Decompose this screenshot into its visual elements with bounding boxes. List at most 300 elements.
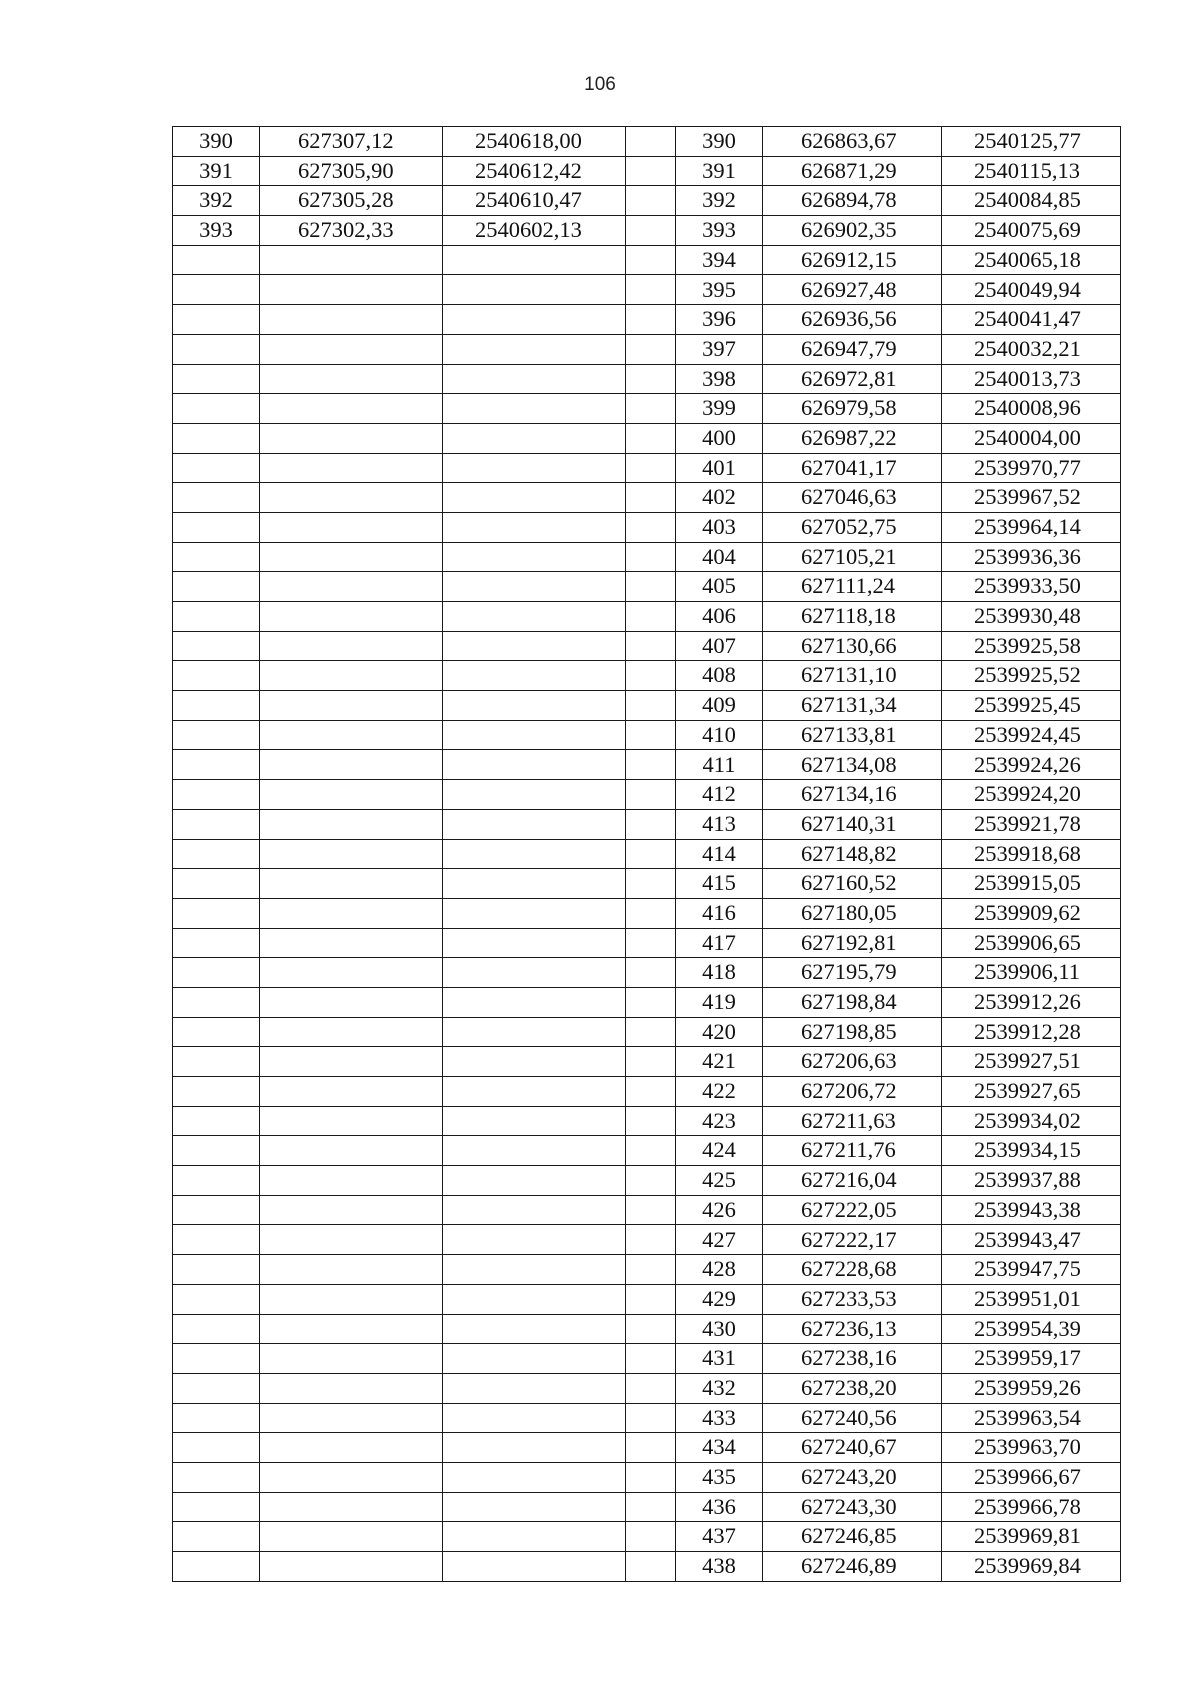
right-point-number: 413 bbox=[676, 809, 763, 839]
table-row bbox=[173, 1017, 1121, 1047]
right-point-number: 403 bbox=[676, 512, 763, 542]
left-point-number bbox=[173, 691, 260, 721]
spacer-cell bbox=[626, 1077, 676, 1107]
left-x-coordinate bbox=[260, 1017, 443, 1047]
left-point-number bbox=[173, 1344, 260, 1374]
table-row bbox=[173, 483, 1121, 513]
left-y-coordinate bbox=[443, 1166, 626, 1196]
right-y-coordinate: 2539912,28 bbox=[942, 1017, 1121, 1047]
right-x-coordinate: 627195,79 bbox=[763, 958, 942, 988]
right-x-coordinate: 627211,76 bbox=[763, 1136, 942, 1166]
right-y-coordinate: 2539966,67 bbox=[942, 1462, 1121, 1492]
left-x-coordinate bbox=[260, 602, 443, 632]
spacer-cell bbox=[626, 1552, 676, 1582]
right-y-coordinate: 2539921,78 bbox=[942, 809, 1121, 839]
right-y-coordinate: 2539963,70 bbox=[942, 1433, 1121, 1463]
left-point-number bbox=[173, 245, 260, 275]
spacer-cell bbox=[626, 839, 676, 869]
left-x-coordinate bbox=[260, 305, 443, 335]
right-point-number: 426 bbox=[676, 1195, 763, 1225]
left-y-coordinate bbox=[443, 1522, 626, 1552]
right-x-coordinate: 627238,16 bbox=[763, 1344, 942, 1374]
right-x-coordinate: 626912,15 bbox=[763, 245, 942, 275]
right-y-coordinate: 2539969,84 bbox=[942, 1552, 1121, 1582]
left-x-coordinate bbox=[260, 720, 443, 750]
table-row bbox=[173, 1552, 1121, 1582]
spacer-cell bbox=[626, 1403, 676, 1433]
left-y-coordinate bbox=[443, 334, 626, 364]
left-point-number bbox=[173, 423, 260, 453]
right-y-coordinate: 2540004,00 bbox=[942, 423, 1121, 453]
right-point-number: 404 bbox=[676, 542, 763, 572]
spacer-cell bbox=[626, 1492, 676, 1522]
spacer-cell bbox=[626, 127, 676, 157]
left-point-number bbox=[173, 631, 260, 661]
left-x-coordinate bbox=[260, 245, 443, 275]
right-y-coordinate: 2540041,47 bbox=[942, 305, 1121, 335]
spacer-cell bbox=[626, 364, 676, 394]
table-row bbox=[173, 423, 1121, 453]
table-row bbox=[173, 1403, 1121, 1433]
right-x-coordinate: 627240,56 bbox=[763, 1403, 942, 1433]
spacer-cell bbox=[626, 898, 676, 928]
right-point-number: 432 bbox=[676, 1373, 763, 1403]
right-x-coordinate: 627140,31 bbox=[763, 809, 942, 839]
spacer-cell bbox=[626, 1255, 676, 1285]
table-row bbox=[173, 1255, 1121, 1285]
right-x-coordinate: 627134,08 bbox=[763, 750, 942, 780]
left-point-number bbox=[173, 958, 260, 988]
spacer-cell bbox=[626, 1462, 676, 1492]
right-x-coordinate: 627243,20 bbox=[763, 1462, 942, 1492]
left-y-coordinate bbox=[443, 631, 626, 661]
left-x-coordinate bbox=[260, 987, 443, 1017]
right-x-coordinate: 626863,67 bbox=[763, 127, 942, 157]
right-point-number: 400 bbox=[676, 423, 763, 453]
right-y-coordinate: 2539927,51 bbox=[942, 1047, 1121, 1077]
left-point-number bbox=[173, 1077, 260, 1107]
left-point-number bbox=[173, 1284, 260, 1314]
spacer-cell bbox=[626, 156, 676, 186]
right-x-coordinate: 627222,17 bbox=[763, 1225, 942, 1255]
right-point-number: 408 bbox=[676, 661, 763, 691]
right-x-coordinate: 627148,82 bbox=[763, 839, 942, 869]
left-x-coordinate bbox=[260, 780, 443, 810]
table-row bbox=[173, 186, 1121, 216]
left-point-number bbox=[173, 394, 260, 424]
left-y-coordinate bbox=[443, 661, 626, 691]
right-y-coordinate: 2540049,94 bbox=[942, 275, 1121, 305]
right-x-coordinate: 627211,63 bbox=[763, 1106, 942, 1136]
table-row bbox=[173, 1136, 1121, 1166]
right-y-coordinate: 2539924,20 bbox=[942, 780, 1121, 810]
spacer-cell bbox=[626, 1344, 676, 1374]
right-x-coordinate: 627160,52 bbox=[763, 869, 942, 899]
right-x-coordinate: 627192,81 bbox=[763, 928, 942, 958]
left-point-number bbox=[173, 1106, 260, 1136]
left-y-coordinate bbox=[443, 809, 626, 839]
left-y-coordinate bbox=[443, 750, 626, 780]
right-y-coordinate: 2539909,62 bbox=[942, 898, 1121, 928]
right-y-coordinate: 2539943,47 bbox=[942, 1225, 1121, 1255]
left-y-coordinate: 2540618,00 bbox=[443, 127, 626, 157]
table-row bbox=[173, 1166, 1121, 1196]
right-x-coordinate: 626871,29 bbox=[763, 156, 942, 186]
spacer-cell bbox=[626, 631, 676, 661]
left-point-number bbox=[173, 1255, 260, 1285]
left-x-coordinate bbox=[260, 1344, 443, 1374]
right-y-coordinate: 2539964,14 bbox=[942, 512, 1121, 542]
spacer-cell bbox=[626, 1017, 676, 1047]
left-x-coordinate: 627307,12 bbox=[260, 127, 443, 157]
left-x-coordinate bbox=[260, 1284, 443, 1314]
right-point-number: 406 bbox=[676, 602, 763, 632]
right-x-coordinate: 627105,21 bbox=[763, 542, 942, 572]
right-y-coordinate: 2539970,77 bbox=[942, 453, 1121, 483]
left-x-coordinate bbox=[260, 839, 443, 869]
left-y-coordinate bbox=[443, 423, 626, 453]
spacer-cell bbox=[626, 780, 676, 810]
left-x-coordinate bbox=[260, 928, 443, 958]
left-x-coordinate bbox=[260, 1166, 443, 1196]
left-point-number bbox=[173, 1522, 260, 1552]
spacer-cell bbox=[626, 1522, 676, 1552]
left-y-coordinate: 2540610,47 bbox=[443, 186, 626, 216]
right-point-number: 405 bbox=[676, 572, 763, 602]
right-point-number: 419 bbox=[676, 987, 763, 1017]
table-row bbox=[173, 1314, 1121, 1344]
right-x-coordinate: 627198,85 bbox=[763, 1017, 942, 1047]
table-row bbox=[173, 1106, 1121, 1136]
left-y-coordinate bbox=[443, 839, 626, 869]
table-row bbox=[173, 720, 1121, 750]
left-point-number bbox=[173, 1195, 260, 1225]
table-row bbox=[173, 750, 1121, 780]
spacer-cell bbox=[626, 720, 676, 750]
left-point-number bbox=[173, 839, 260, 869]
right-point-number: 411 bbox=[676, 750, 763, 780]
left-x-coordinate bbox=[260, 423, 443, 453]
left-y-coordinate bbox=[443, 1136, 626, 1166]
right-y-coordinate: 2539927,65 bbox=[942, 1077, 1121, 1107]
right-x-coordinate: 627233,53 bbox=[763, 1284, 942, 1314]
left-y-coordinate bbox=[443, 869, 626, 899]
left-x-coordinate bbox=[260, 1195, 443, 1225]
left-y-coordinate bbox=[443, 453, 626, 483]
left-x-coordinate bbox=[260, 958, 443, 988]
right-x-coordinate: 626972,81 bbox=[763, 364, 942, 394]
right-x-coordinate: 627206,63 bbox=[763, 1047, 942, 1077]
right-point-number: 433 bbox=[676, 1403, 763, 1433]
table-row bbox=[173, 156, 1121, 186]
left-y-coordinate bbox=[443, 1047, 626, 1077]
spacer-cell bbox=[626, 542, 676, 572]
right-point-number: 390 bbox=[676, 127, 763, 157]
left-x-coordinate bbox=[260, 869, 443, 899]
right-point-number: 401 bbox=[676, 453, 763, 483]
left-point-number bbox=[173, 334, 260, 364]
left-point-number bbox=[173, 898, 260, 928]
left-point-number bbox=[173, 661, 260, 691]
page-number: 106 bbox=[584, 74, 616, 95]
spacer-cell bbox=[626, 334, 676, 364]
left-y-coordinate bbox=[443, 1492, 626, 1522]
right-y-coordinate: 2540065,18 bbox=[942, 245, 1121, 275]
table-row bbox=[173, 542, 1121, 572]
table-row bbox=[173, 572, 1121, 602]
spacer-cell bbox=[626, 275, 676, 305]
right-y-coordinate: 2539967,52 bbox=[942, 483, 1121, 513]
left-x-coordinate bbox=[260, 1373, 443, 1403]
spacer-cell bbox=[626, 602, 676, 632]
table-row bbox=[173, 364, 1121, 394]
right-x-coordinate: 627133,81 bbox=[763, 720, 942, 750]
right-y-coordinate: 2540075,69 bbox=[942, 216, 1121, 246]
spacer-cell bbox=[626, 512, 676, 542]
left-point-number bbox=[173, 869, 260, 899]
right-point-number: 429 bbox=[676, 1284, 763, 1314]
right-point-number: 395 bbox=[676, 275, 763, 305]
right-y-coordinate: 2540125,77 bbox=[942, 127, 1121, 157]
left-x-coordinate bbox=[260, 809, 443, 839]
left-point-number bbox=[173, 1314, 260, 1344]
right-x-coordinate: 626902,35 bbox=[763, 216, 942, 246]
right-point-number: 418 bbox=[676, 958, 763, 988]
right-x-coordinate: 627118,18 bbox=[763, 602, 942, 632]
table-row bbox=[173, 1195, 1121, 1225]
left-x-coordinate bbox=[260, 453, 443, 483]
left-point-number: 391 bbox=[173, 156, 260, 186]
left-x-coordinate bbox=[260, 1255, 443, 1285]
left-point-number bbox=[173, 1462, 260, 1492]
left-x-coordinate bbox=[260, 275, 443, 305]
table-row bbox=[173, 958, 1121, 988]
right-x-coordinate: 627111,24 bbox=[763, 572, 942, 602]
left-point-number bbox=[173, 483, 260, 513]
right-y-coordinate: 2539924,45 bbox=[942, 720, 1121, 750]
left-point-number bbox=[173, 1225, 260, 1255]
spacer-cell bbox=[626, 1195, 676, 1225]
right-x-coordinate: 627046,63 bbox=[763, 483, 942, 513]
table-row bbox=[173, 631, 1121, 661]
left-x-coordinate bbox=[260, 898, 443, 928]
right-x-coordinate: 627228,68 bbox=[763, 1255, 942, 1285]
right-point-number: 437 bbox=[676, 1522, 763, 1552]
right-x-coordinate: 627130,66 bbox=[763, 631, 942, 661]
right-point-number: 435 bbox=[676, 1462, 763, 1492]
right-point-number: 430 bbox=[676, 1314, 763, 1344]
left-point-number bbox=[173, 572, 260, 602]
coordinates-table-body bbox=[173, 127, 1121, 1582]
spacer-cell bbox=[626, 186, 676, 216]
table-row bbox=[173, 869, 1121, 899]
left-y-coordinate bbox=[443, 1462, 626, 1492]
table-row bbox=[173, 1047, 1121, 1077]
spacer-cell bbox=[626, 809, 676, 839]
left-point-number bbox=[173, 1136, 260, 1166]
table-row bbox=[173, 1373, 1121, 1403]
table-row bbox=[173, 1077, 1121, 1107]
left-y-coordinate bbox=[443, 1552, 626, 1582]
right-point-number: 409 bbox=[676, 691, 763, 721]
left-y-coordinate bbox=[443, 1344, 626, 1374]
left-x-coordinate bbox=[260, 1225, 443, 1255]
right-x-coordinate: 627243,30 bbox=[763, 1492, 942, 1522]
right-y-coordinate: 2539937,88 bbox=[942, 1166, 1121, 1196]
left-point-number bbox=[173, 780, 260, 810]
right-x-coordinate: 627238,20 bbox=[763, 1373, 942, 1403]
right-y-coordinate: 2539963,54 bbox=[942, 1403, 1121, 1433]
spacer-cell bbox=[626, 572, 676, 602]
right-x-coordinate: 627246,85 bbox=[763, 1522, 942, 1552]
right-x-coordinate: 627240,67 bbox=[763, 1433, 942, 1463]
spacer-cell bbox=[626, 661, 676, 691]
right-y-coordinate: 2540032,21 bbox=[942, 334, 1121, 364]
left-point-number bbox=[173, 1552, 260, 1582]
left-y-coordinate bbox=[443, 512, 626, 542]
spacer-cell bbox=[626, 1314, 676, 1344]
right-x-coordinate: 627131,10 bbox=[763, 661, 942, 691]
table-row bbox=[173, 839, 1121, 869]
spacer-cell bbox=[626, 245, 676, 275]
right-y-coordinate: 2539924,26 bbox=[942, 750, 1121, 780]
right-point-number: 394 bbox=[676, 245, 763, 275]
left-x-coordinate bbox=[260, 1077, 443, 1107]
table-row bbox=[173, 127, 1121, 157]
spacer-cell bbox=[626, 1166, 676, 1196]
left-y-coordinate bbox=[443, 987, 626, 1017]
left-y-coordinate bbox=[443, 602, 626, 632]
left-point-number bbox=[173, 1047, 260, 1077]
right-y-coordinate: 2539925,58 bbox=[942, 631, 1121, 661]
left-x-coordinate bbox=[260, 661, 443, 691]
left-y-coordinate bbox=[443, 572, 626, 602]
right-x-coordinate: 627052,75 bbox=[763, 512, 942, 542]
left-point-number bbox=[173, 1403, 260, 1433]
spacer-cell bbox=[626, 423, 676, 453]
left-point-number bbox=[173, 602, 260, 632]
left-y-coordinate bbox=[443, 1195, 626, 1225]
right-y-coordinate: 2539906,11 bbox=[942, 958, 1121, 988]
left-x-coordinate bbox=[260, 483, 443, 513]
table-row bbox=[173, 216, 1121, 246]
left-y-coordinate bbox=[443, 928, 626, 958]
table-row bbox=[173, 1433, 1121, 1463]
spacer-cell bbox=[626, 750, 676, 780]
left-y-coordinate bbox=[443, 1255, 626, 1285]
left-y-coordinate bbox=[443, 1017, 626, 1047]
left-x-coordinate bbox=[260, 1314, 443, 1344]
spacer-cell bbox=[626, 987, 676, 1017]
left-x-coordinate bbox=[260, 364, 443, 394]
right-x-coordinate: 627198,84 bbox=[763, 987, 942, 1017]
left-y-coordinate: 2540612,42 bbox=[443, 156, 626, 186]
right-point-number: 420 bbox=[676, 1017, 763, 1047]
left-x-coordinate bbox=[260, 1403, 443, 1433]
right-y-coordinate: 2539934,02 bbox=[942, 1106, 1121, 1136]
table-row bbox=[173, 809, 1121, 839]
right-x-coordinate: 626979,58 bbox=[763, 394, 942, 424]
spacer-cell bbox=[626, 305, 676, 335]
left-y-coordinate bbox=[443, 1433, 626, 1463]
left-y-coordinate bbox=[443, 245, 626, 275]
left-y-coordinate bbox=[443, 691, 626, 721]
left-x-coordinate bbox=[260, 691, 443, 721]
table-row bbox=[173, 1344, 1121, 1374]
table-row bbox=[173, 1284, 1121, 1314]
left-x-coordinate bbox=[260, 542, 443, 572]
right-x-coordinate: 627216,04 bbox=[763, 1166, 942, 1196]
left-y-coordinate bbox=[443, 1225, 626, 1255]
left-y-coordinate bbox=[443, 898, 626, 928]
table-row bbox=[173, 453, 1121, 483]
table-row bbox=[173, 661, 1121, 691]
right-y-coordinate: 2539969,81 bbox=[942, 1522, 1121, 1552]
table-row bbox=[173, 512, 1121, 542]
left-y-coordinate bbox=[443, 483, 626, 513]
left-x-coordinate bbox=[260, 334, 443, 364]
right-x-coordinate: 626947,79 bbox=[763, 334, 942, 364]
spacer-cell bbox=[626, 216, 676, 246]
right-point-number: 412 bbox=[676, 780, 763, 810]
left-y-coordinate bbox=[443, 1403, 626, 1433]
left-x-coordinate bbox=[260, 1047, 443, 1077]
spacer-cell bbox=[626, 1047, 676, 1077]
left-y-coordinate bbox=[443, 720, 626, 750]
right-point-number: 393 bbox=[676, 216, 763, 246]
left-point-number bbox=[173, 809, 260, 839]
right-x-coordinate: 627131,34 bbox=[763, 691, 942, 721]
left-y-coordinate bbox=[443, 275, 626, 305]
left-y-coordinate bbox=[443, 1106, 626, 1136]
left-point-number bbox=[173, 275, 260, 305]
left-point-number bbox=[173, 1166, 260, 1196]
right-x-coordinate: 627180,05 bbox=[763, 898, 942, 928]
right-point-number: 425 bbox=[676, 1166, 763, 1196]
left-x-coordinate bbox=[260, 1522, 443, 1552]
table-row bbox=[173, 928, 1121, 958]
right-y-coordinate: 2539954,39 bbox=[942, 1314, 1121, 1344]
right-point-number: 414 bbox=[676, 839, 763, 869]
right-y-coordinate: 2539925,52 bbox=[942, 661, 1121, 691]
right-x-coordinate: 627134,16 bbox=[763, 780, 942, 810]
right-point-number: 422 bbox=[676, 1077, 763, 1107]
table-row bbox=[173, 394, 1121, 424]
table-row bbox=[173, 780, 1121, 810]
right-point-number: 410 bbox=[676, 720, 763, 750]
right-point-number: 416 bbox=[676, 898, 763, 928]
right-y-coordinate: 2539951,01 bbox=[942, 1284, 1121, 1314]
spacer-cell bbox=[626, 958, 676, 988]
table-row bbox=[173, 1522, 1121, 1552]
spacer-cell bbox=[626, 1136, 676, 1166]
left-point-number bbox=[173, 928, 260, 958]
left-point-number bbox=[173, 364, 260, 394]
table-row bbox=[173, 898, 1121, 928]
right-point-number: 417 bbox=[676, 928, 763, 958]
table-row bbox=[173, 691, 1121, 721]
left-y-coordinate bbox=[443, 1077, 626, 1107]
spacer-cell bbox=[626, 869, 676, 899]
left-x-coordinate bbox=[260, 1106, 443, 1136]
left-y-coordinate bbox=[443, 780, 626, 810]
right-point-number: 399 bbox=[676, 394, 763, 424]
left-y-coordinate bbox=[443, 1373, 626, 1403]
left-y-coordinate bbox=[443, 1284, 626, 1314]
right-point-number: 438 bbox=[676, 1552, 763, 1582]
coordinates-table bbox=[172, 126, 1121, 1582]
left-point-number bbox=[173, 305, 260, 335]
